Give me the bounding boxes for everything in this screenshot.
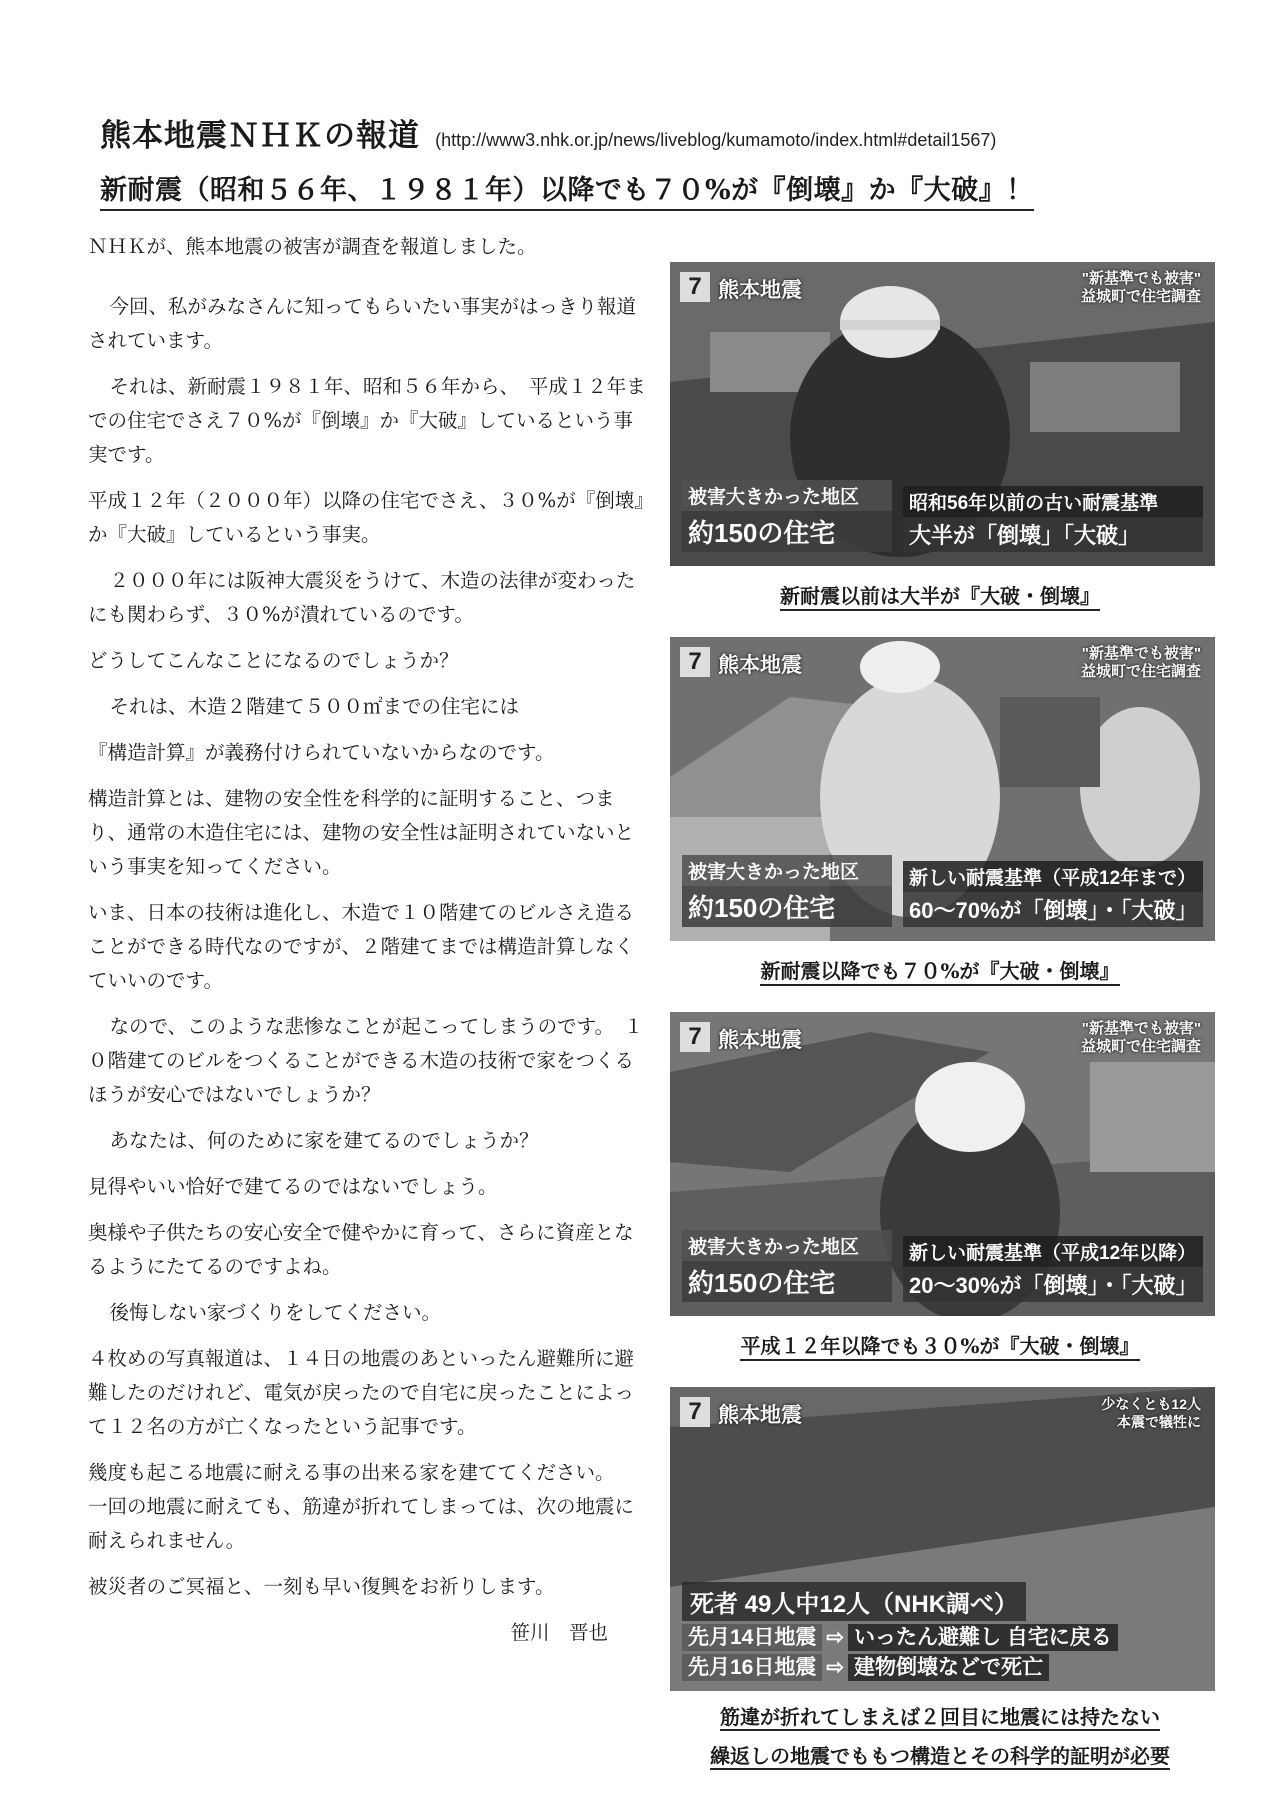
paragraph-13: 見得やいい恰好で建てるのではないでしょう。 bbox=[88, 1175, 498, 1198]
photo-4-tag: 少なくとも12人 本震で犠牲に bbox=[1101, 1396, 1201, 1430]
news-photo-1 bbox=[670, 262, 1215, 566]
photo-2-tag: "新基準でも被害" 益城町で住宅調査 bbox=[1080, 645, 1201, 680]
news-photo-3 bbox=[670, 1012, 1215, 1316]
paragraph-16: ４枚めの写真報道は、１４日の地震のあといったん避難所に避難したのだけれど、電気が戻ったので自宅に戻ったことによって１２名の方が亡くなったという記事です。 bbox=[88, 1347, 635, 1438]
paragraph-3: それは、新耐震１９８１年、昭和５６年から、 平成１２年までの住宅でさえ７０%が『倒壊』か『大破』しているという事実です。 bbox=[88, 375, 646, 466]
channel-7-icon: 7 bbox=[680, 1022, 710, 1052]
death-toll-text: 死者 49人中12人（NHK調べ） bbox=[682, 1582, 1026, 1621]
page-subtitle: 新耐震（昭和５６年、１９８１年）以降でも７０%が『倒壊』か『大破』！ bbox=[100, 168, 1034, 211]
paragraph-17: 幾度も起こる地震に耐える事の出来る家を建ててください。 一回の地震に耐えても、筋違が折れてしまっては、次の地震に耐えられません。 bbox=[88, 1461, 644, 1552]
paragraph-15: 後悔しない家づくりをしてください。 bbox=[109, 1301, 441, 1324]
paragraph-7: それは、木造２階建て５００㎡までの住宅には bbox=[109, 695, 519, 718]
news-photo-4 bbox=[670, 1387, 1215, 1691]
photo-column bbox=[660, 262, 1220, 1769]
paragraph-11: なので、このような悲惨なことが起こってしまうのです。 １０階建てのビルをつくることができる木造の技術で家をつくるほうが安心ではないでしょうか？ bbox=[88, 1015, 644, 1106]
photo-1-label: 熊本地震 bbox=[718, 279, 802, 302]
source-url: (http://www3.nhk.or.jp/news/liveblog/kumamoto/index.html#detail1567) bbox=[435, 130, 997, 150]
photo-1-area-box: 被害大きかった地区 約150の住宅 bbox=[682, 480, 892, 552]
header bbox=[100, 110, 1200, 155]
photo-3-standard-box: 新しい耐震基準（平成12年以降） 20～30%が「倒壊」・「大破」 bbox=[903, 1236, 1203, 1302]
photo-1-standard-box: 昭和56年以前の古い耐震基準 大半が「倒壊」「大破」 bbox=[903, 486, 1203, 552]
author-name: 笹川 晋也 bbox=[510, 1621, 608, 1644]
photo-4-label: 熊本地震 bbox=[718, 1404, 802, 1427]
arrow-right-icon: ⇨ bbox=[826, 1626, 844, 1649]
page-title: 熊本地震ＮＨＫの報道 bbox=[100, 118, 420, 154]
arrow-right-icon: ⇨ bbox=[826, 1656, 844, 1679]
paragraph-10: いま、日本の技術は進化し、木造で１０階建てのビルさえ造ることができる時代なのですが、２階建てまでは構造計算しなくていいのです。 bbox=[88, 901, 635, 992]
photo-3-area-box: 被害大きかった地区 約150の住宅 bbox=[682, 1230, 892, 1302]
photo-3-tag: "新基準でも被害" 益城町で住宅調査 bbox=[1080, 1020, 1201, 1055]
paragraph-5: ２０００年には阪神大震災をうけて、木造の法律が変わったにも関わらず、３０%が潰れているのです。 bbox=[88, 569, 636, 626]
news-photo-2 bbox=[670, 637, 1215, 941]
photo-2-caption: 新耐震以降でも７０%が『大破・倒壊』 bbox=[660, 955, 1220, 984]
paragraph-8: 『構造計算』が義務付けられていないからなのです。 bbox=[88, 741, 555, 764]
paragraph-18: 被災者のご冥福と、一刻も早い復興をお祈りします。 bbox=[88, 1575, 555, 1598]
photo-2-standard-box: 新しい耐震基準（平成12年まで） 60～70%が「倒壊」・「大破」 bbox=[903, 861, 1203, 927]
paragraph-4: 平成１２年（２０００年）以降の住宅でさえ、３０%が『倒壊』か『大破』しているという事実。 bbox=[88, 489, 644, 546]
paragraph-9: 構造計算とは、建物の安全性を科学的に証明すること、つまり、通常の木造住宅には、建物の安全性は証明されていないという事実を知ってください。 bbox=[88, 787, 635, 878]
channel-7-icon: 7 bbox=[680, 1397, 710, 1427]
photo-2-label: 熊本地震 bbox=[718, 654, 802, 677]
photo-3-caption: 平成１２年以降でも３０%が『大破・倒壊』 bbox=[660, 1330, 1220, 1359]
timeline-row-1: 先月14日地震 ⇨ いったん避難し 自宅に戻る bbox=[682, 1621, 1118, 1651]
paragraph-14: 奥様や子供たちの安心安全で健やかに育って、さらに資産となるようにたてるのですよね。 bbox=[88, 1221, 634, 1278]
paragraph-6: どうしてこんなことになるのでしょうか？ bbox=[88, 649, 459, 672]
paragraph-2: 今回、私がみなさんに知ってもらいたい事実がはっきり報道されています。 bbox=[88, 295, 636, 352]
photo-3-label: 熊本地震 bbox=[718, 1029, 802, 1052]
paragraph-12: あなたは、何のために家を建てるのでしょうか？ bbox=[109, 1129, 539, 1152]
final-caption-1: 筋違が折れてしまえば２回目に地震には持たない bbox=[720, 1705, 1160, 1729]
paragraph-1: ＮＨＫが、熊本地震の被害が調査を報道しました。 bbox=[88, 235, 537, 258]
channel-7-icon: 7 bbox=[680, 647, 710, 677]
final-captions bbox=[660, 1701, 1220, 1769]
photo-1-caption: 新耐震以前は大半が『大破・倒壊』 bbox=[660, 580, 1220, 609]
channel-7-icon: 7 bbox=[680, 272, 710, 302]
photo-1-tag: "新基準でも被害" 益城町で住宅調査 bbox=[1080, 270, 1201, 305]
final-caption-2: 繰返しの地震でももつ構造とその科学的証明が必要 bbox=[710, 1744, 1170, 1768]
photo-2-area-box: 被害大きかった地区 約150の住宅 bbox=[682, 855, 892, 927]
timeline-row-2: 先月16日地震 ⇨ 建物倒壊などで死亡 bbox=[682, 1651, 1049, 1681]
article-body bbox=[88, 230, 648, 1662]
